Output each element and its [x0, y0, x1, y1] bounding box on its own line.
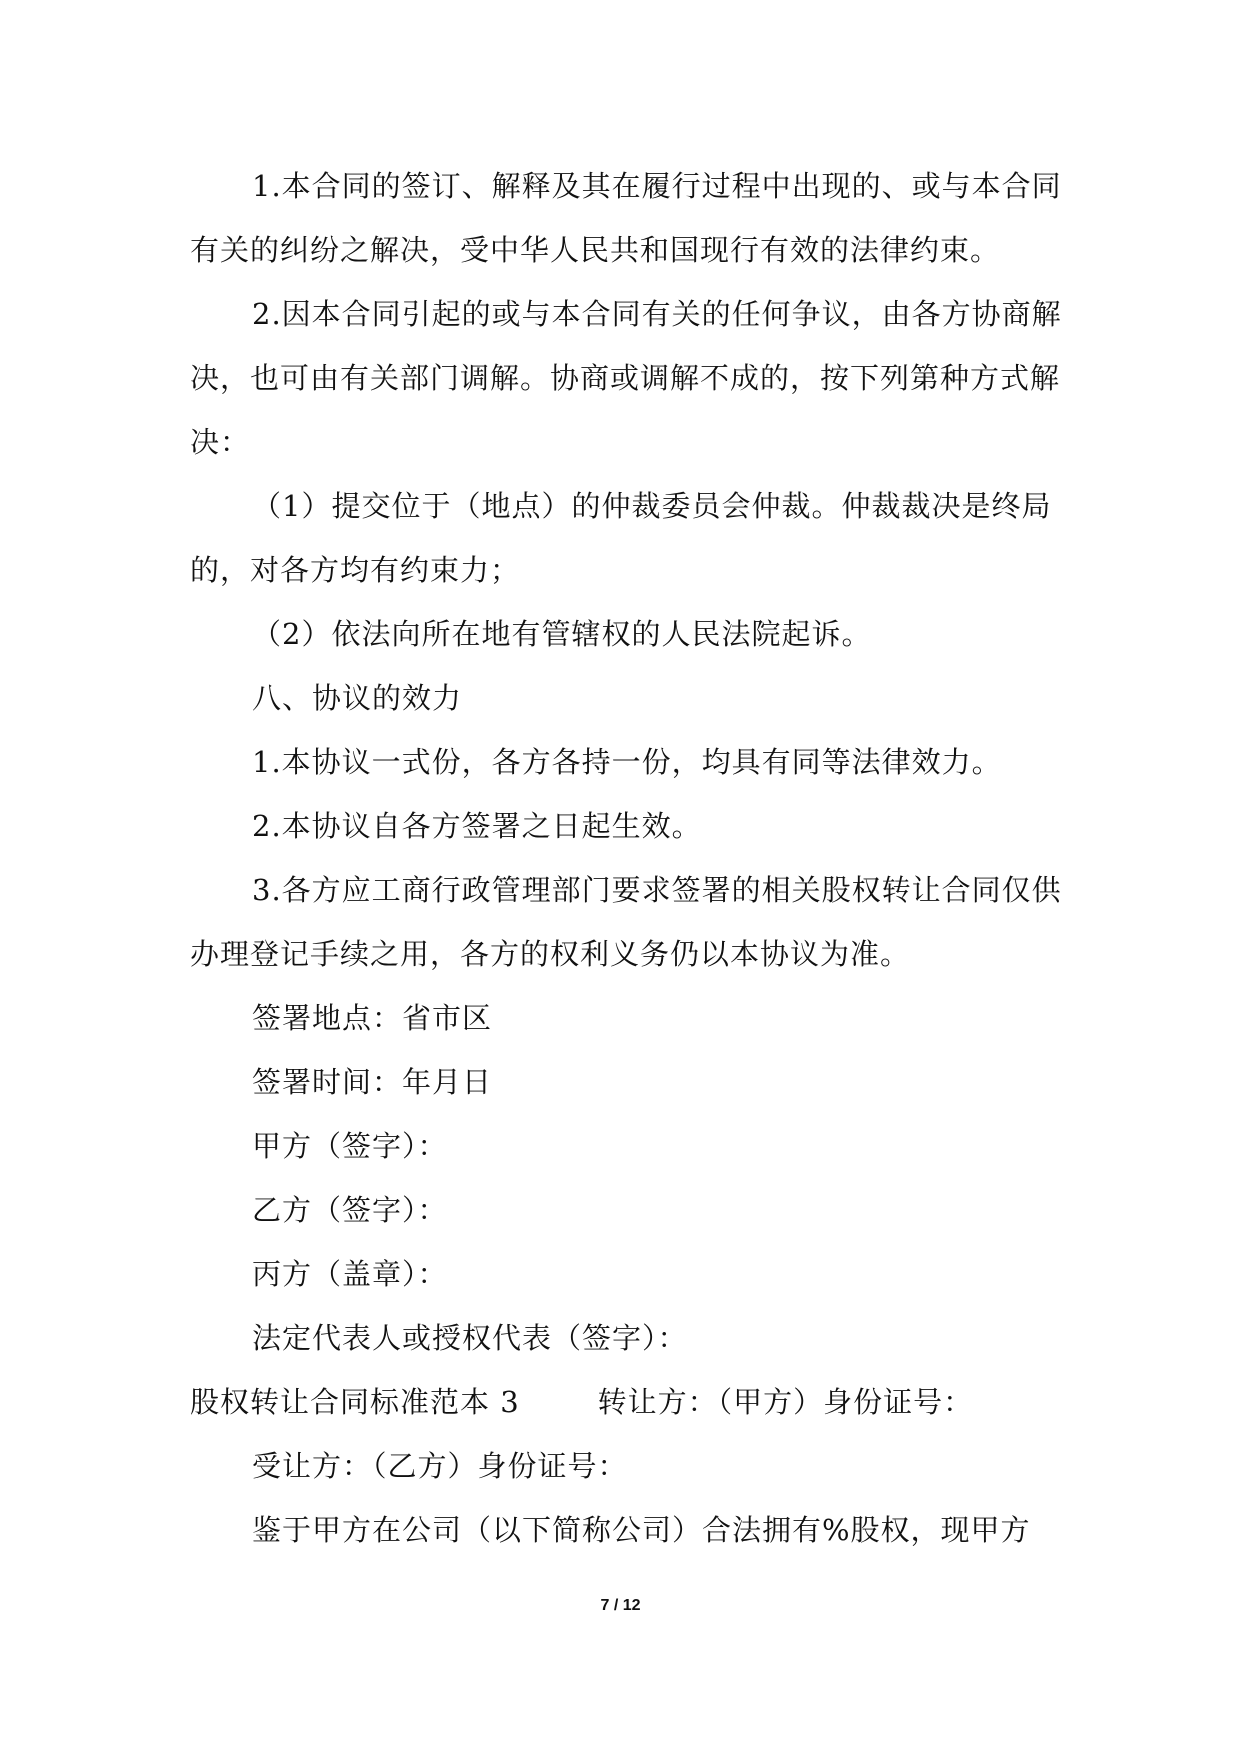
- signing-date: 签署时间：年月日: [252, 1065, 493, 1099]
- page-number: 7 / 12: [600, 1597, 641, 1614]
- paragraph: 1.本协议一式份，各方各持一份，均具有同等法律效力。: [252, 745, 1002, 779]
- contract-title-line: [190, 1370, 1070, 1434]
- paragraph: 1.本合同的签订、解释及其在履行过程中出现的、或与本合同有关的纠纷之解决，受中华人民共和国现行有效的法律约束。: [190, 169, 1062, 267]
- paragraph: （2）依法向所在地有管辖权的人民法院起诉。: [252, 617, 872, 651]
- contract-title: 股权转让合同标准范本 3: [190, 1385, 520, 1419]
- signing-place: 签署地点：省市区: [252, 1001, 493, 1035]
- party-c-seal: 丙方（盖章）：: [252, 1257, 448, 1291]
- paragraph: 鉴于甲方在公司（以下简称公司）合法拥有%股权，现甲方: [252, 1513, 1031, 1547]
- paragraph: 3.各方应工商行政管理部门要求签署的相关股权转让合同仅供办理登记手续之用，各方的权利义务仍以本协议为准。: [190, 873, 1062, 971]
- paragraph: 2.本协议自各方签署之日起生效。: [252, 809, 702, 843]
- party-a-signature: 甲方（签字）：: [252, 1129, 448, 1163]
- paragraph: （1）提交位于（地点）的仲裁委员会仲裁。仲裁裁决是终局的，对各方均有约束力；: [190, 489, 1052, 587]
- party-b-signature: 乙方（签字）：: [252, 1193, 448, 1227]
- section-heading: 八、协议的效力: [252, 681, 463, 715]
- transferee-line: 受让方：（乙方）身份证号：: [252, 1449, 628, 1483]
- transferor-line: 转让方：（甲方）身份证号：: [597, 1385, 974, 1419]
- legal-representative-signature: 法定代表人或授权代表（签字）：: [252, 1321, 688, 1355]
- document-body: [190, 154, 1070, 1562]
- paragraph: 2.因本合同引起的或与本合同有关的任何争议，由各方协商解决，也可由有关部门调解。协商或调解不成的，按下列第种方式解决：: [190, 297, 1062, 459]
